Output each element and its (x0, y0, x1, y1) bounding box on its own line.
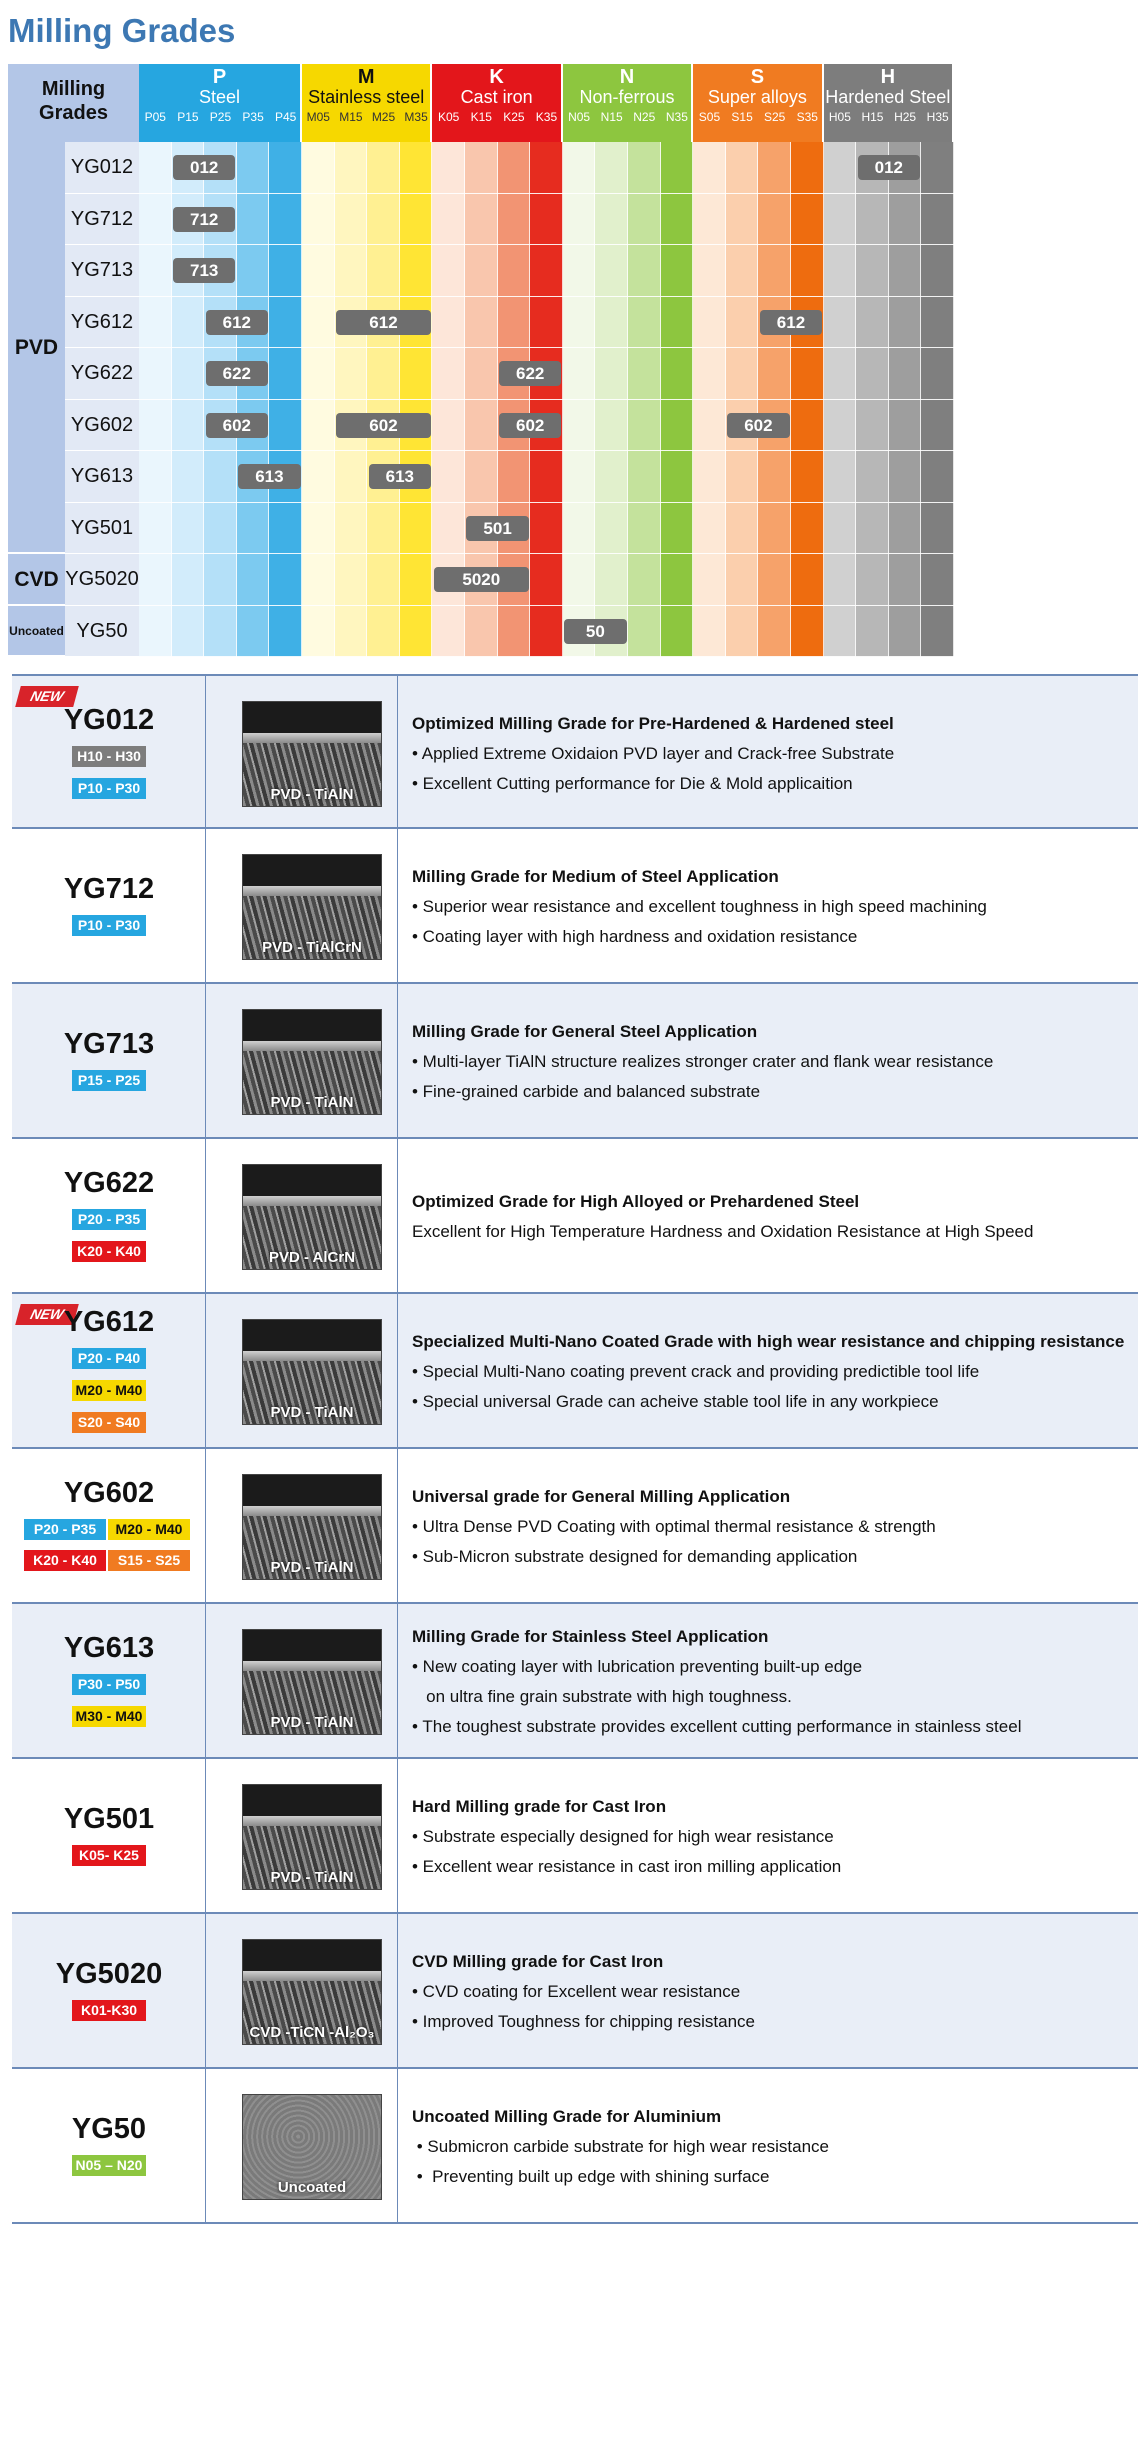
page-title: Milling Grades (8, 12, 236, 49)
grade-detail-row (12, 1759, 1138, 1914)
grade-description (412, 1482, 936, 1572)
subgroup-label-m25: M25 (371, 110, 396, 124)
group-header-k (432, 64, 562, 142)
group-header-m (302, 64, 432, 142)
coating-image-cell (206, 1759, 398, 1912)
column-h15 (856, 142, 889, 657)
range-tag: P10 - P30 (72, 778, 146, 799)
coating-image-cell (206, 2069, 398, 2222)
coating-image-cell (206, 829, 398, 982)
description-bullet: • Sub-Micron substrate designed for demanding application (412, 1546, 858, 1566)
subgroup-label-s35: S35 (796, 110, 818, 124)
column-h05 (824, 142, 857, 657)
grade-range-bar: 612 (336, 310, 431, 335)
group-letter: S (750, 66, 765, 88)
group-name: Cast iron (460, 87, 533, 107)
coating-caption: PVD - TiAlCrN (262, 938, 362, 956)
subgroup-label-n25: N25 (633, 110, 656, 124)
grade-description (412, 1017, 993, 1107)
coating-layer (243, 733, 381, 743)
range-tag: P20 - P40 (72, 1348, 146, 1369)
description-heading: Uncoated Milling Grade for Aluminium (412, 2106, 722, 2126)
coating-caption: CVD -TiCN -Al₂O₃ (249, 2023, 375, 2041)
range-tag: K20 - K40 (24, 1550, 106, 1571)
group-header-h (824, 64, 954, 142)
column-k35 (530, 142, 563, 657)
row-divider (139, 450, 954, 451)
group-letter: K (489, 66, 504, 88)
coating-caption: Uncoated (277, 2178, 347, 2196)
group-name: Non-ferrous (579, 87, 675, 107)
subgroup-label-p25: P25 (209, 110, 232, 124)
description-bullet: • Submicron carbide substrate for high wear resistance (412, 2136, 829, 2156)
subgroup-label-p15: P15 (177, 110, 199, 124)
grade-cell (12, 1139, 206, 1292)
grade-range-bar: 602 (499, 413, 562, 438)
row-divider (139, 296, 954, 297)
column-s05 (693, 142, 726, 657)
grade-name: YG622 (63, 1166, 155, 1199)
coating-micrograph (242, 854, 382, 960)
coating-layer (243, 1816, 381, 1826)
subgroup-label-k35: K35 (535, 110, 558, 124)
grade-range-bar: 602 (727, 413, 790, 438)
column-h35 (921, 142, 954, 657)
grade-name: YG50 (71, 2112, 147, 2145)
row-divider (139, 399, 954, 400)
description-bullet: • Special universal Grade can acheive stable tool life in any workpiece (412, 1391, 939, 1411)
row-divider (139, 656, 954, 657)
description-bullet: on ultra fine grain substrate with high toughness. (412, 1686, 792, 1706)
group-header-p (139, 64, 302, 142)
grade-range-bar: 622 (206, 361, 269, 386)
group-name: Steel (198, 87, 241, 107)
grade-cell (12, 1759, 206, 1912)
grade-range-bar: 501 (466, 516, 529, 541)
grade-range-bar: 602 (336, 413, 431, 438)
group-header-s (693, 64, 823, 142)
group-name: Hardened Steel (825, 87, 951, 107)
new-badge: NEW (15, 1304, 79, 1325)
range-tag: S15 - S25 (108, 1550, 190, 1571)
subgroup-label-m05: M05 (306, 110, 330, 124)
grade-cell (12, 829, 206, 982)
category-label-cvd: CVD (8, 554, 65, 606)
coating-micrograph (242, 1629, 382, 1735)
grade-name: YG713 (63, 1027, 155, 1060)
column-n25 (628, 142, 661, 657)
range-tag: K01-K30 (72, 2000, 146, 2021)
chart-corner-label (8, 64, 139, 142)
subgroup-label-h35: H35 (926, 110, 949, 124)
column-m35 (400, 142, 433, 657)
grade-range-bar: 613 (238, 464, 301, 489)
grade-name: YG613 (63, 1631, 155, 1664)
corner-label-line1: Milling (41, 78, 106, 100)
grade-detail-row (12, 1449, 1138, 1604)
subgroup-label-p35: P35 (242, 110, 264, 124)
grade-detail-row (12, 1914, 1138, 2069)
column-h25 (889, 142, 922, 657)
coating-micrograph (242, 1784, 382, 1890)
range-tag: K05- K25 (72, 1845, 146, 1866)
subgroup-label-n05: N05 (568, 110, 591, 124)
grade-description (412, 1187, 1033, 1247)
grade-description (412, 2102, 829, 2192)
coating-caption: PVD - AlCrN (268, 1248, 356, 1266)
description-bullet: • Excellent wear resistance in cast iron milling application (412, 1856, 842, 1876)
description-bullet: • Fine-grained carbide and balanced substrate (412, 1081, 761, 1101)
grade-name: YG602 (63, 1476, 155, 1509)
range-tag: P20 - P35 (24, 1519, 106, 1540)
grade-name: YG501 (63, 1802, 155, 1835)
description-bullet: • Improved Toughness for chipping resistance (412, 2011, 755, 2031)
grade-detail-row (12, 2069, 1138, 2224)
grade-range-bar: 712 (173, 207, 236, 232)
grade-range-bar: 612 (760, 310, 823, 335)
description-bullet: • Special Multi-Nano coating prevent crack and providing predictible tool life (412, 1361, 980, 1381)
coating-caption: PVD - TiAlN (270, 1868, 354, 1886)
description-heading: Milling Grade for Stainless Steel Application (412, 1626, 769, 1646)
range-tag: M20 - M40 (72, 1380, 146, 1401)
subgroup-label-k15: K15 (470, 110, 492, 124)
subgroup-label-k05: K05 (438, 110, 460, 124)
grade-chart (8, 64, 1138, 657)
description-heading: Optimized Milling Grade for Pre-Hardened & Hardened steel (412, 713, 894, 733)
grade-row-label: YG50 (65, 606, 139, 658)
coating-image-cell (206, 676, 398, 827)
grade-range-bar: 713 (173, 258, 236, 283)
column-m15 (335, 142, 368, 657)
category-label-pvd: PVD (8, 142, 65, 554)
group-letter: M (357, 66, 375, 88)
grade-cell (12, 1294, 206, 1447)
grade-cell (12, 984, 206, 1137)
group-letter: P (212, 66, 227, 88)
grade-row-label: YG012 (65, 142, 139, 194)
description-bullet: • New coating layer with lubrication preventing built-up edge (412, 1656, 863, 1676)
column-s25 (758, 142, 791, 657)
grade-row-label: YG602 (65, 400, 139, 452)
grade-name: YG712 (63, 872, 155, 905)
grade-row-label: YG5020 (65, 554, 139, 606)
grade-row-label: YG501 (65, 503, 139, 555)
column-n35 (661, 142, 694, 657)
grade-name: YG5020 (55, 1957, 163, 1990)
subgroup-label-h15: H15 (861, 110, 884, 124)
coating-image-cell (206, 1914, 398, 2067)
description-heading: Universal grade for General Milling Application (412, 1486, 791, 1506)
coating-caption: PVD - TiAlN (270, 1093, 354, 1111)
column-n15 (595, 142, 628, 657)
subgroup-label-h25: H25 (894, 110, 917, 124)
grade-range-bar: 622 (499, 361, 562, 386)
group-header-n (563, 64, 693, 142)
coating-caption: PVD - TiAlN (270, 1713, 354, 1731)
range-tag: M30 - M40 (72, 1706, 146, 1727)
description-bullet: • Multi-layer TiAlN structure realizes stronger crater and flank wear resistance (412, 1051, 994, 1071)
grade-cell (12, 1449, 206, 1602)
grade-range-bar: 613 (369, 464, 432, 489)
group-name: Stainless steel (308, 87, 425, 107)
subgroup-label-p05: P05 (144, 110, 166, 124)
coating-layer (243, 1041, 381, 1051)
description-bullet: • Preventing built up edge with shining surface (412, 2166, 770, 2186)
range-tag: S20 - S40 (72, 1412, 146, 1433)
description-bullet: • The toughest substrate provides excellent cutting performance in stainless steel (412, 1716, 1022, 1736)
column-p05 (139, 142, 172, 657)
grade-name: YG012 (63, 703, 155, 736)
grade-description (412, 1947, 755, 2037)
grade-cell (12, 1604, 206, 1757)
range-tag: H10 - H30 (72, 746, 146, 767)
grade-cell (12, 1914, 206, 2067)
category-label-uncoated: Uncoated (8, 606, 65, 658)
range-tag: P30 - P50 (72, 1674, 146, 1695)
description-heading: Hard Milling grade for Cast Iron (412, 1796, 667, 1816)
row-divider (139, 502, 954, 503)
coating-caption: PVD - TiAlN (270, 785, 354, 803)
coating-image-cell (206, 1294, 398, 1447)
new-badge: NEW (15, 686, 79, 707)
column-s15 (726, 142, 759, 657)
description-bullet: • CVD coating for Excellent wear resistance (412, 1981, 741, 2001)
column-p35 (237, 142, 270, 657)
subgroup-label-s15: S15 (731, 110, 753, 124)
range-tag: P15 - P25 (72, 1070, 146, 1091)
coating-micrograph (242, 1164, 382, 1270)
coating-image-cell (206, 984, 398, 1137)
grade-detail-row (12, 1294, 1138, 1449)
description-heading: Optimized Grade for High Alloyed or Prehardened Steel (412, 1191, 860, 1211)
grade-description (412, 1792, 841, 1882)
grade-row-label: YG712 (65, 194, 139, 246)
row-divider (139, 244, 954, 245)
coating-micrograph (242, 1474, 382, 1580)
coating-micrograph (242, 701, 382, 807)
coating-layer (243, 1196, 381, 1206)
coating-micrograph (242, 1319, 382, 1425)
grade-description (412, 709, 894, 799)
coating-layer (243, 1351, 381, 1361)
description-bullet: • Substrate especially designed for high wear resistance (412, 1826, 834, 1846)
grade-range-bar: 612 (206, 310, 269, 335)
coating-layer (243, 1661, 381, 1671)
group-letter: H (880, 66, 896, 88)
row-divider (139, 605, 954, 606)
coating-micrograph (242, 1939, 382, 2045)
column-m25 (367, 142, 400, 657)
grade-detail-row (12, 1604, 1138, 1759)
grade-detail-row (12, 674, 1138, 829)
coating-layer (243, 1506, 381, 1516)
coating-image-cell (206, 1449, 398, 1602)
description-heading: Milling Grade for General Steel Application (412, 1021, 758, 1041)
grade-row-label: YG622 (65, 348, 139, 400)
description-bullet: • Excellent Cutting performance for Die & Mold applicaition (412, 773, 853, 793)
grade-range-bar: 012 (173, 155, 236, 180)
grade-description (412, 1327, 1124, 1417)
grade-range-bar: 5020 (434, 567, 529, 592)
description-bullet: • Superior wear resistance and excellent toughness in high speed machining (412, 896, 987, 916)
range-tag: K20 - K40 (72, 1241, 146, 1262)
column-p45 (269, 142, 302, 657)
description-bullet: Excellent for High Temperature Hardness and Oxidation Resistance at High Speed (412, 1221, 1034, 1241)
subgroup-label-p45: P45 (275, 110, 297, 124)
grade-name: YG612 (63, 1305, 155, 1338)
column-n05 (563, 142, 596, 657)
range-tag: P20 - P35 (72, 1209, 146, 1230)
grade-cell (12, 2069, 206, 2222)
grade-range-bar: 012 (858, 155, 921, 180)
coating-layer (243, 886, 381, 896)
coating-image-cell (206, 1604, 398, 1757)
subgroup-label-n15: N15 (600, 110, 623, 124)
subgroup-label-n35: N35 (665, 110, 688, 124)
subgroup-label-s05: S05 (698, 110, 721, 124)
description-bullet: • Ultra Dense PVD Coating with optimal thermal resistance & strength (412, 1516, 936, 1536)
coating-image-cell (206, 1139, 398, 1292)
group-letter: N (619, 66, 635, 88)
coating-caption: PVD - TiAlN (270, 1403, 354, 1421)
grade-detail-row (12, 984, 1138, 1139)
range-tag: P10 - P30 (72, 915, 146, 936)
subgroup-label-k25: K25 (503, 110, 525, 124)
column-m05 (302, 142, 335, 657)
range-tag: M20 - M40 (108, 1519, 190, 1540)
coating-micrograph (242, 2094, 382, 2200)
description-bullet: • Applied Extreme Oxidaion PVD layer and Crack-free Substrate (412, 743, 895, 763)
subgroup-label-h05: H05 (828, 110, 851, 124)
grade-row-label: YG613 (65, 451, 139, 503)
description-heading: CVD Milling grade for Cast Iron (412, 1951, 664, 1971)
grade-row-label: YG713 (65, 245, 139, 297)
subgroup-label-s25: S25 (763, 110, 786, 124)
grade-description (412, 1622, 1021, 1742)
subgroup-label-m15: M15 (339, 110, 363, 124)
grade-range-bar: 50 (564, 619, 627, 644)
grade-detail-row (12, 829, 1138, 984)
row-divider (139, 347, 954, 348)
corner-label-line2: Grades (39, 102, 108, 124)
range-tag: N05 – N20 (72, 2155, 146, 2176)
subgroup-label-m35: M35 (404, 110, 428, 124)
row-divider (139, 193, 954, 194)
grade-detail-row (12, 1139, 1138, 1294)
coating-layer (243, 1971, 381, 1981)
grade-range-bar: 602 (206, 413, 269, 438)
description-heading: Specialized Multi-Nano Coated Grade with high wear resistance and chipping resistance (412, 1331, 1125, 1351)
coating-caption: PVD - TiAlN (270, 1558, 354, 1576)
column-s35 (791, 142, 824, 657)
description-heading: Milling Grade for Medium of Steel Application (412, 866, 779, 886)
group-name: Super alloys (707, 87, 807, 107)
grade-row-label: YG612 (65, 297, 139, 349)
description-bullet: • Coating layer with high hardness and oxidation resistance (412, 926, 858, 946)
coating-micrograph (242, 1009, 382, 1115)
grade-description (412, 862, 987, 952)
grade-cell (12, 676, 206, 827)
row-divider (139, 553, 954, 554)
